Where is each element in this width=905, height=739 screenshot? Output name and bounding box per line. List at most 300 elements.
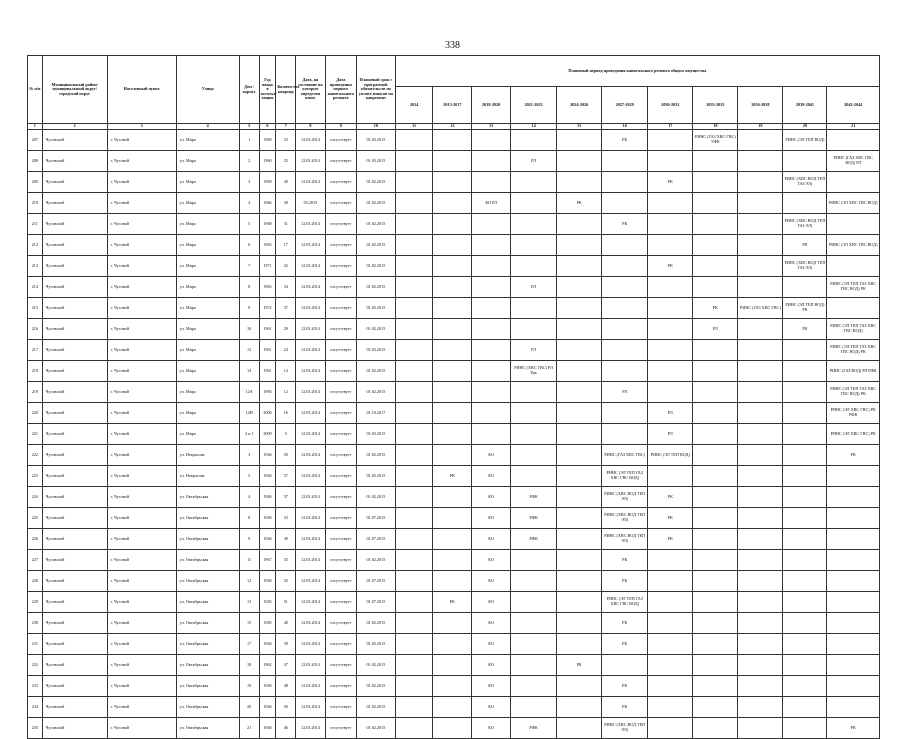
- planned-cell: 01.02.2015: [357, 214, 396, 235]
- period-cell: [693, 340, 738, 361]
- street-cell: ул. Мира: [176, 256, 239, 277]
- date-cell: 12.03.2014: [296, 151, 325, 172]
- house-cell: 9: [239, 298, 259, 319]
- settlement-cell: г. Чусовой: [107, 571, 176, 592]
- date-cell: 12.03.2014: [296, 613, 325, 634]
- period-cell: [602, 361, 648, 382]
- period-cell: [557, 214, 602, 235]
- period-cell: [557, 424, 602, 445]
- period-cell: [395, 550, 433, 571]
- planned-cell: 01.03.2015: [357, 130, 396, 151]
- district-cell: Чусовской: [42, 277, 107, 298]
- flats-cell: 16: [276, 403, 296, 424]
- street-cell: ул. Октябрьская: [176, 529, 239, 550]
- period-cell: [738, 466, 783, 487]
- street-cell: ул. Некрасова: [176, 445, 239, 466]
- period-cell: РК: [648, 172, 693, 193]
- header-house: Дом / корпус: [239, 56, 259, 124]
- settlement-cell: г. Чусовой: [107, 382, 176, 403]
- district-cell: Чусовской: [42, 214, 107, 235]
- row-number: 217: [28, 340, 43, 361]
- district-cell: Чусовской: [42, 319, 107, 340]
- period-cell: [557, 319, 602, 340]
- planned-cell: 01.03.2015: [357, 340, 396, 361]
- header-settlement: Населенный пункт: [107, 56, 176, 124]
- period-cell: [472, 256, 511, 277]
- period-cell: КО: [472, 676, 511, 697]
- district-cell: Чусовской: [42, 193, 107, 214]
- period-cell: РЛ: [602, 382, 648, 403]
- period-cell: [557, 718, 602, 739]
- period-cell: [433, 445, 472, 466]
- period-cell: РК: [648, 487, 693, 508]
- period-cell: [511, 466, 557, 487]
- period-cell: РК: [602, 613, 648, 634]
- period-cell: [738, 130, 783, 151]
- date-cell: 12.03.2014: [296, 550, 325, 571]
- period-cell: [557, 550, 602, 571]
- row-number: 223: [28, 466, 43, 487]
- header-date-status: Дата, на состояние на которую определен износ: [296, 56, 325, 124]
- settlement-cell: г. Чусовой: [107, 487, 176, 508]
- period-cell: [783, 655, 827, 676]
- row-number: 210: [28, 193, 43, 214]
- flats-cell: 29: [276, 319, 296, 340]
- period-cell: [693, 508, 738, 529]
- period-cell: [511, 298, 557, 319]
- period-cell: [433, 214, 472, 235]
- header-planned: Плановый срок с программой обязательств по уплате взносов на капремонт: [357, 56, 396, 124]
- flats-cell: 31: [276, 214, 296, 235]
- house-cell: 6: [239, 235, 259, 256]
- period-cell: [557, 298, 602, 319]
- flats-cell: 50: [276, 697, 296, 718]
- date-cell: 12.03.2014: [296, 214, 325, 235]
- period-cell: [827, 214, 880, 235]
- street-cell: ул. Октябрьская: [176, 571, 239, 592]
- period-cell: [472, 403, 511, 424]
- status-cell: отсутствует: [325, 550, 356, 571]
- period-cell: [557, 403, 602, 424]
- date-cell: 12.03.2014: [296, 319, 325, 340]
- district-cell: Чусовской: [42, 466, 107, 487]
- period-cell: [783, 697, 827, 718]
- period-cell: РК: [557, 193, 602, 214]
- period-cell: РИНС (ГАЗ ХВС ГВС): [738, 298, 783, 319]
- table-row: [28, 235, 880, 256]
- period-cell: КО РЛ: [472, 193, 511, 214]
- period-cell: РФК: [511, 508, 557, 529]
- column-number: 4: [176, 124, 239, 130]
- period-cell: [602, 151, 648, 172]
- period-cell: [557, 235, 602, 256]
- street-cell: ул. Мира: [176, 172, 239, 193]
- status-cell: отсутствует: [325, 466, 356, 487]
- column-number: 18: [693, 124, 738, 130]
- flats-cell: 51: [276, 592, 296, 613]
- row-number: 218: [28, 361, 43, 382]
- period-cell: РК: [783, 235, 827, 256]
- period-cell: [395, 298, 433, 319]
- period-cell: [693, 214, 738, 235]
- period-cell: [395, 151, 433, 172]
- header-period: 2030-2032: [648, 87, 693, 124]
- year-cell: 1945: [259, 613, 276, 634]
- period-cell: [738, 550, 783, 571]
- period-cell: РИНС (ЭЛ ХВС ГВС) РК: [827, 424, 880, 445]
- period-cell: РИНС (ХВС ВОД ТЕП ГАЗ ЭЛ): [783, 256, 827, 277]
- settlement-cell: г. Чусовой: [107, 403, 176, 424]
- column-number: 21: [827, 124, 880, 130]
- settlement-cell: г. Чусовой: [107, 340, 176, 361]
- settlement-cell: г. Чусовой: [107, 172, 176, 193]
- row-number: 207: [28, 130, 43, 151]
- period-cell: РК: [602, 697, 648, 718]
- period-cell: [783, 193, 827, 214]
- year-cell: 1971: [259, 256, 276, 277]
- date-cell: 12.03.2014: [296, 256, 325, 277]
- period-cell: РИНС (ЭЛ ТЕП ВОД) РК: [783, 298, 827, 319]
- period-cell: [395, 361, 433, 382]
- period-cell: [395, 655, 433, 676]
- period-cell: [602, 403, 648, 424]
- house-cell: 19: [239, 676, 259, 697]
- period-cell: [433, 319, 472, 340]
- period-cell: [738, 151, 783, 172]
- period-cell: [511, 403, 557, 424]
- year-cell: 1946: [259, 529, 276, 550]
- period-cell: [693, 445, 738, 466]
- settlement-cell: г. Чусовой: [107, 592, 176, 613]
- planned-cell: 01.02.2015: [357, 613, 396, 634]
- street-cell: ул. Мира: [176, 298, 239, 319]
- period-cell: РИНС (ЭЛ ТЕП ГАЗ ХВС ГВС ВОД): [602, 592, 648, 613]
- date-cell: 12.03.2014: [296, 424, 325, 445]
- year-cell: 1967: [259, 550, 276, 571]
- period-cell: РИНС (ЭЛ ТЕП ГАЗ ХВС ГВС ВОД) РК: [827, 340, 880, 361]
- period-cell: [395, 466, 433, 487]
- table-row: [28, 550, 880, 571]
- period-cell: [433, 277, 472, 298]
- period-cell: [693, 718, 738, 739]
- period-cell: [783, 571, 827, 592]
- settlement-cell: г. Чусовой: [107, 445, 176, 466]
- column-number: 14: [511, 124, 557, 130]
- column-number: 17: [648, 124, 693, 130]
- period-cell: РК: [433, 466, 472, 487]
- period-cell: [557, 592, 602, 613]
- column-number: 15: [557, 124, 602, 130]
- house-cell: 20: [239, 697, 259, 718]
- table-row: [28, 676, 880, 697]
- period-cell: [648, 718, 693, 739]
- flats-cell: 24: [276, 340, 296, 361]
- flats-cell: 47: [276, 655, 296, 676]
- period-cell: [783, 508, 827, 529]
- district-cell: Чусовской: [42, 340, 107, 361]
- period-cell: [693, 151, 738, 172]
- table-row: [28, 529, 880, 550]
- district-cell: Чусовской: [42, 676, 107, 697]
- house-cell: 8: [239, 508, 259, 529]
- period-cell: [827, 130, 880, 151]
- date-cell: 12.03.2014: [296, 130, 325, 151]
- period-cell: РЛ: [511, 277, 557, 298]
- date-cell: 12.03.2014: [296, 571, 325, 592]
- period-cell: [433, 361, 472, 382]
- row-number: 235: [28, 718, 43, 739]
- column-number: 7: [276, 124, 296, 130]
- period-cell: [395, 319, 433, 340]
- period-cell: [395, 172, 433, 193]
- period-cell: [783, 445, 827, 466]
- district-cell: Чусовской: [42, 172, 107, 193]
- street-cell: ул. Мира: [176, 193, 239, 214]
- period-cell: [472, 340, 511, 361]
- table-row: [28, 382, 880, 403]
- settlement-cell: г. Чусовой: [107, 466, 176, 487]
- period-cell: РИНС (ГАЗ ХВС ГВС ВОД) РЛ: [827, 151, 880, 172]
- year-cell: 2009: [259, 424, 276, 445]
- period-cell: [395, 613, 433, 634]
- period-cell: [433, 382, 472, 403]
- period-cell: [648, 697, 693, 718]
- period-cell: [693, 697, 738, 718]
- period-cell: [557, 151, 602, 172]
- year-cell: 2006: [259, 403, 276, 424]
- year-cell: 1946: [259, 634, 276, 655]
- period-cell: [511, 214, 557, 235]
- period-cell: [395, 130, 433, 151]
- settlement-cell: г. Чусовой: [107, 550, 176, 571]
- flats-cell: 46: [276, 718, 296, 739]
- date-cell: 12.03.2014: [296, 382, 325, 403]
- period-cell: [557, 382, 602, 403]
- date-cell: 12.03.2014: [296, 487, 325, 508]
- table-row: [28, 697, 880, 718]
- period-cell: [395, 193, 433, 214]
- flats-cell: 53: [276, 508, 296, 529]
- period-cell: [433, 718, 472, 739]
- flats-cell: 37: [276, 298, 296, 319]
- period-cell: РИНС (ХВС ВОД ТЕП ГАЗ ЭЛ): [783, 214, 827, 235]
- period-cell: [738, 613, 783, 634]
- period-cell: [827, 592, 880, 613]
- flats-cell: 49: [276, 529, 296, 550]
- table-row: [28, 445, 880, 466]
- period-cell: [511, 235, 557, 256]
- planned-cell: 01.02.2015: [357, 634, 396, 655]
- period-cell: КО: [472, 508, 511, 529]
- house-cell: 11: [239, 550, 259, 571]
- period-cell: [827, 634, 880, 655]
- street-cell: ул. Октябрьская: [176, 508, 239, 529]
- period-cell: [433, 193, 472, 214]
- status-cell: отсутствует: [325, 277, 356, 298]
- street-cell: ул. Мира: [176, 277, 239, 298]
- district-cell: Чусовской: [42, 298, 107, 319]
- period-cell: [395, 718, 433, 739]
- period-cell: РИНС (ЭЛ ТЕП ГАЗ ХВС ГВС ВОД): [827, 319, 880, 340]
- period-cell: [557, 508, 602, 529]
- settlement-cell: г. Чусовой: [107, 634, 176, 655]
- period-cell: КО: [472, 487, 511, 508]
- period-cell: РЛ: [511, 340, 557, 361]
- period-cell: РК: [433, 592, 472, 613]
- table-row: [28, 508, 880, 529]
- period-cell: КО: [472, 571, 511, 592]
- year-cell: 1962: [259, 655, 276, 676]
- period-cell: [395, 529, 433, 550]
- district-cell: Чусовской: [42, 592, 107, 613]
- period-cell: [738, 256, 783, 277]
- period-cell: КО: [472, 550, 511, 571]
- period-cell: [433, 655, 472, 676]
- period-cell: [557, 130, 602, 151]
- flats-cell: 33: [276, 130, 296, 151]
- row-number: 232: [28, 655, 43, 676]
- settlement-cell: г. Чусовой: [107, 361, 176, 382]
- period-cell: [693, 613, 738, 634]
- period-cell: [472, 172, 511, 193]
- street-cell: ул. Мира: [176, 130, 239, 151]
- period-cell: [557, 487, 602, 508]
- street-cell: ул. Мира: [176, 214, 239, 235]
- header-period-group: Плановый период проведения капитального ремонта общего имущества: [395, 56, 879, 87]
- period-cell: РК: [648, 529, 693, 550]
- street-cell: ул. Мира: [176, 382, 239, 403]
- settlement-cell: г. Чусовой: [107, 508, 176, 529]
- period-cell: [783, 592, 827, 613]
- district-cell: Чусовской: [42, 697, 107, 718]
- period-cell: РИНС (ХВС ВОД ТЕП ЭЛ): [602, 718, 648, 739]
- row-number: 216: [28, 319, 43, 340]
- year-cell: 1961: [259, 361, 276, 382]
- flats-cell: 57: [276, 466, 296, 487]
- period-cell: [395, 403, 433, 424]
- period-cell: [602, 172, 648, 193]
- period-cell: РИНС (ГАЗ ХВС ГВС) УФК: [693, 130, 738, 151]
- period-cell: [783, 277, 827, 298]
- period-cell: РИНС (ЭЛ ТЕП ГАЗ ХВС ГВС ВОД): [602, 466, 648, 487]
- house-cell: 12: [239, 340, 259, 361]
- planned-cell: 01.02.2015: [357, 466, 396, 487]
- year-cell: 1946: [259, 571, 276, 592]
- date-cell: 12.03.2014: [296, 340, 325, 361]
- column-number: 10: [357, 124, 396, 130]
- page-number: 338: [445, 40, 460, 51]
- column-number: 19: [738, 124, 783, 130]
- year-cell: 1946: [259, 466, 276, 487]
- district-cell: Чусовской: [42, 403, 107, 424]
- header-period: 2039-2041: [783, 87, 827, 124]
- period-cell: [738, 571, 783, 592]
- period-cell: [648, 298, 693, 319]
- period-cell: РК: [557, 655, 602, 676]
- street-cell: ул. Некрасова: [176, 466, 239, 487]
- planned-cell: 01.02.2015: [357, 256, 396, 277]
- period-cell: [693, 550, 738, 571]
- period-cell: [693, 277, 738, 298]
- date-cell: 12.03.2014: [296, 529, 325, 550]
- planned-cell: 01.03.2015: [357, 424, 396, 445]
- table-row: [28, 613, 880, 634]
- year-cell: 1946: [259, 718, 276, 739]
- date-cell: 12.03.2014: [296, 445, 325, 466]
- period-cell: [395, 571, 433, 592]
- planned-cell: 01.02.2015: [357, 361, 396, 382]
- table-row: [28, 361, 880, 382]
- period-cell: КО: [472, 718, 511, 739]
- row-number: 221: [28, 424, 43, 445]
- status-cell: отсутствует: [325, 634, 356, 655]
- district-cell: Чусовской: [42, 655, 107, 676]
- year-cell: 1972: [259, 298, 276, 319]
- period-cell: [648, 277, 693, 298]
- period-cell: [433, 298, 472, 319]
- period-cell: РК: [648, 508, 693, 529]
- row-number: 208: [28, 151, 43, 172]
- period-cell: [693, 529, 738, 550]
- table-row: [28, 277, 880, 298]
- house-cell: 13: [239, 592, 259, 613]
- header-flats: Количество квартир: [276, 56, 296, 124]
- status-cell: отсутствует: [325, 508, 356, 529]
- period-cell: [783, 424, 827, 445]
- period-cell: [783, 487, 827, 508]
- planned-cell: 01.02.2015: [357, 193, 396, 214]
- status-cell: отсутствует: [325, 487, 356, 508]
- settlement-cell: г. Чусовой: [107, 277, 176, 298]
- flats-cell: 34: [276, 277, 296, 298]
- period-cell: [827, 256, 880, 277]
- period-cell: [557, 361, 602, 382]
- period-cell: РИНС (ГАЗ ВОД) РЛ РФК: [827, 361, 880, 382]
- house-cell: 5: [239, 214, 259, 235]
- period-cell: РФК: [511, 718, 557, 739]
- district-cell: Чусовской: [42, 361, 107, 382]
- header-period: 2018-2020: [472, 87, 511, 124]
- period-cell: РЛ: [511, 151, 557, 172]
- flats-cell: 17: [276, 235, 296, 256]
- settlement-cell: г. Чусовой: [107, 151, 176, 172]
- status-cell: отсутствует: [325, 256, 356, 277]
- period-cell: [395, 340, 433, 361]
- header-period: 2015-2017: [433, 87, 472, 124]
- header-period: 2014: [395, 87, 433, 124]
- row-number: 213: [28, 256, 43, 277]
- settlement-cell: г. Чусовой: [107, 676, 176, 697]
- period-cell: [648, 130, 693, 151]
- row-number: 234: [28, 697, 43, 718]
- period-cell: [433, 340, 472, 361]
- house-cell: 3: [239, 445, 259, 466]
- period-cell: РК: [602, 634, 648, 655]
- period-cell: [557, 172, 602, 193]
- header-year: Год ввода в эксплуа-тацию: [259, 56, 276, 124]
- status-cell: отсутствует: [325, 382, 356, 403]
- period-cell: [433, 235, 472, 256]
- period-cell: РФК: [511, 487, 557, 508]
- period-cell: [783, 613, 827, 634]
- period-cell: [433, 403, 472, 424]
- period-cell: [827, 550, 880, 571]
- period-cell: [693, 676, 738, 697]
- period-cell: [827, 676, 880, 697]
- date-cell: 12.03.2014: [296, 235, 325, 256]
- period-cell: РК: [783, 319, 827, 340]
- period-cell: [557, 340, 602, 361]
